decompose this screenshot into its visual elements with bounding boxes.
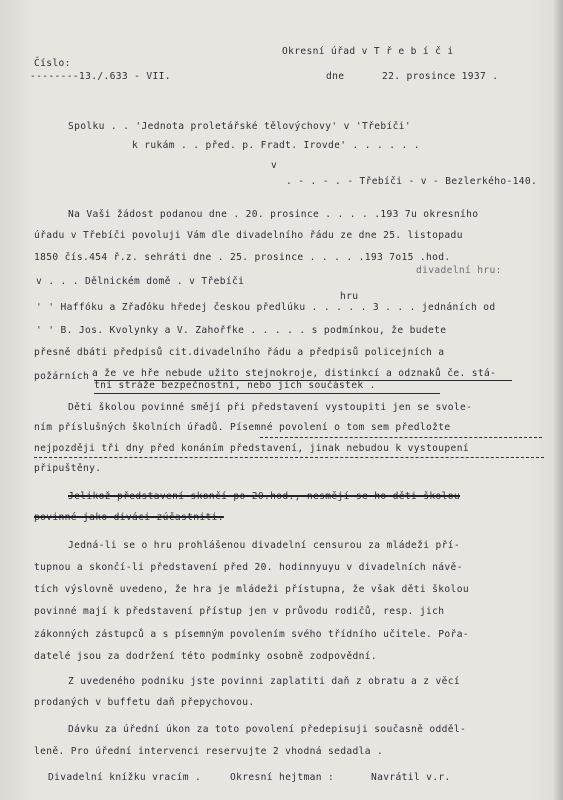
signatory-name: Navrátil v.r. bbox=[371, 772, 451, 783]
body-line: povinné mají k představení přístup jen v průvodu rodičů, resp. jich bbox=[34, 606, 445, 617]
issue-date: 22. prosince 1937 . bbox=[382, 71, 499, 82]
body-line: a že ve hře nebude užito stejnokroje, distinkcí a odznaků če. stá- bbox=[92, 368, 497, 379]
body-line: Děti školou povinné smějí při představení vystoupiti jen se svole- bbox=[68, 402, 473, 413]
body-line: ' ' B. Jos. Kvolynky a V. Zahořfke . . . . . s podmínkou, že budete bbox=[36, 325, 447, 336]
body-line: tupnou a skončí-li představení před 20. hodinnyuyu v divadelních návě- bbox=[34, 562, 463, 573]
page-edge-shadow bbox=[553, 0, 563, 800]
body-line: leně. Pro úřední intervenci reservujte 2 vhodná sedadla . bbox=[34, 746, 384, 757]
signatory-title: Okresní hejtman : bbox=[230, 772, 335, 783]
body-line: v . . . Dělnickém domě . v Třebíči bbox=[36, 276, 245, 287]
body-line: tích výslovně uvedeno, že hra je mládeži přístupna, že však děti školou bbox=[34, 584, 469, 595]
body-line: Dávku za úřední úkon za toto povolení předepisuji současně odděl- bbox=[68, 724, 467, 735]
body-line: hru bbox=[340, 291, 359, 302]
body-line: divadelní hru: bbox=[416, 265, 502, 276]
body-line: tní stráže bezpečnostní, nebo jich součástek . bbox=[94, 380, 376, 391]
struck-line: povinné jako diváci zúčastniti. bbox=[34, 512, 224, 523]
closing-note: Divadelní knížku vracím . bbox=[48, 772, 202, 783]
body-line: nejpozději tři dny před konáním představení, jinak nebudou k vystoupení bbox=[34, 443, 469, 454]
body-line: Z uvedeného podniku jste povinni zaplatiti daň z obratu a z věcí bbox=[68, 676, 461, 687]
body-line: Na Vaši žádost podanou dne . 20. prosince . . . . .193 7u okresního bbox=[68, 209, 479, 220]
body-line: úřadu v Třebíči povoluji Vám dle divadelního řádu ze dne 25. listopadu bbox=[34, 230, 463, 241]
addressee-line-4: . - . - . - Třebíči - v - Bezlerkého-140. bbox=[286, 176, 538, 187]
body-line: ním příslušných školních úřadů. Písemné povolení o tom sem předložte bbox=[34, 422, 451, 433]
office-name: Okresní úřad v T ř e b í č i bbox=[282, 46, 454, 57]
addressee-line-3: v bbox=[271, 160, 278, 171]
body-line: přesně dbáti předpisů cit.divadelního řádu a předpisů policejních a bbox=[34, 347, 445, 358]
body-line: 1850 čís.454 ř.z. sehráti dne . 25. prosince . . . . .193 7o15 .hod. bbox=[34, 252, 451, 263]
addressee-line-1: Spolku . . 'Jednota proletářské tělovýchovy' v 'Třebíči' bbox=[68, 121, 412, 132]
body-line: datelé jsou za dodržení této podmínky osobně zodpovědní. bbox=[34, 651, 378, 662]
body-line: Jedná-li se o hru prohlášenou divadelní censurou za mládeži pří- bbox=[68, 540, 461, 551]
body-line: připuštěny. bbox=[34, 463, 102, 474]
reference-label: Číslo: bbox=[34, 58, 71, 69]
underline bbox=[260, 437, 542, 438]
addressee-line-2: k rukám . . před. p. Fradt. Irovde' . . . . . . bbox=[132, 140, 420, 151]
body-line: ' ' Haffóku a Zřaďóku hředej českou předlúku . . . . . 3 . . . jednáních od bbox=[36, 302, 496, 313]
body-line: prodaných v buffetu daň přepychovou. bbox=[34, 697, 255, 708]
underline bbox=[94, 380, 512, 381]
body-line: zákonných zástupců a s písemným povolením svého třídního učitele. Pořa- bbox=[34, 629, 469, 640]
reference-number: --------13./.633 - VII. bbox=[30, 71, 171, 82]
underline bbox=[34, 457, 544, 458]
struck-line: Jelikož představení skončí po 20.hod., nesmějí se ho děti školou bbox=[68, 491, 461, 502]
date-prefix: dne bbox=[326, 71, 345, 82]
body-line: požárních bbox=[34, 371, 90, 382]
underline bbox=[94, 393, 440, 394]
